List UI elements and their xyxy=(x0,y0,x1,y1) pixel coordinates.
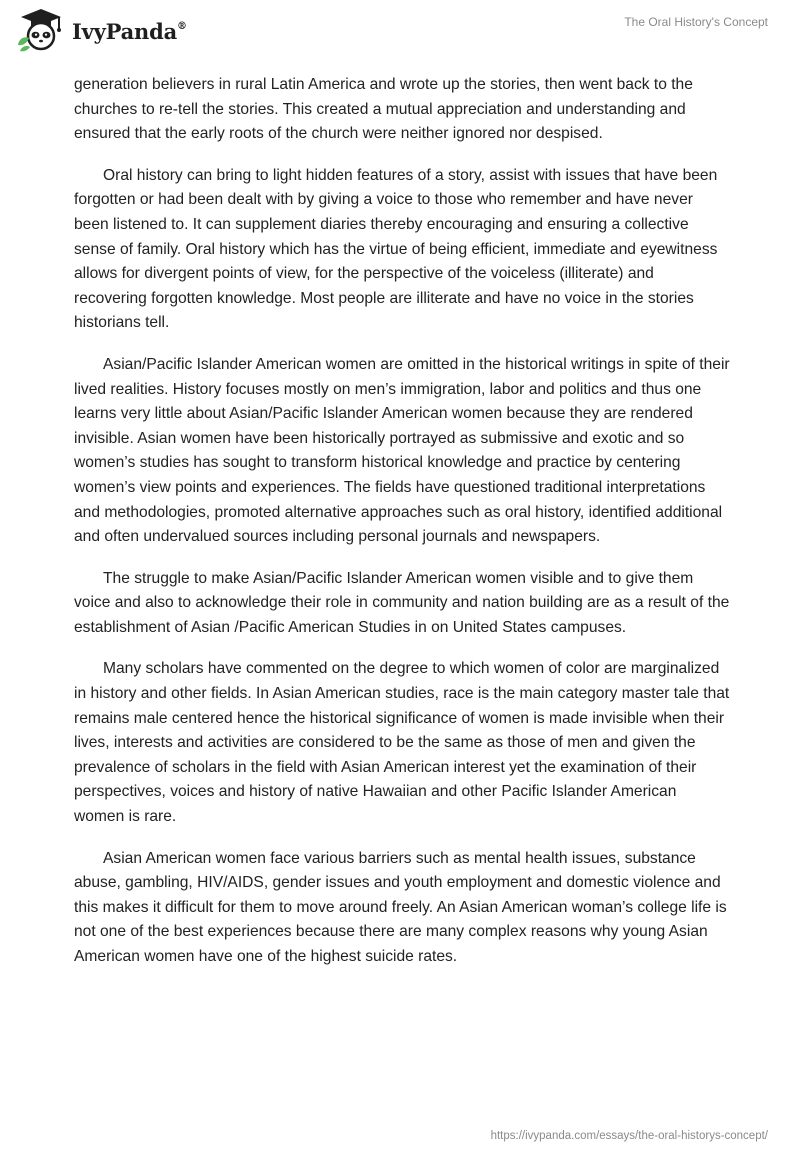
source-url[interactable]: https://ivypanda.com/essays/the-oral-historys-concept/ xyxy=(490,1130,768,1142)
ivypanda-logo[interactable] xyxy=(14,7,187,53)
paragraph: generation believers in rural Latin America and wrote up the stories, then went back to the churches to re-tell the stories. This created a mutual appreciation and understanding and ensured that the early roots of the church were neither ignored nor despised. xyxy=(74,76,693,143)
paragraph: Asian/Pacific Islander American women are omitted in the historical writings in spite of their lived realities. History focuses mostly on men’s immigration, labor and politics and thus one learns very little about Asian/Pacific Islander American women because they are rendered invisible. Asian women have been historically portrayed as submissive and exotic and so women’s studies has sought to transform historical knowledge and practice by centering women’s view points and experiences. The fields have questioned traditional interpretations and methodologies, promoted alternative approaches such as oral history, identified additional and often undervalued sources including personal journals and newspapers. xyxy=(74,355,730,546)
paragraph: Asian American women face various barriers such as mental health issues, substance abuse, gambling, HIV/AIDS, gender issues and youth employment and domestic violence and this makes it difficult for them to move around freely. An Asian American woman’s college life is not one of the best experiences because there are many complex reasons why young Asian American women have one of the highest suicide rates. xyxy=(74,849,727,965)
essay-body xyxy=(74,73,730,987)
paragraph: Many scholars have commented on the degree to which women of color are marginalized in history and other fields. In Asian American studies, race is the main category master tale that remains male centered hence the historical significance of women is made invisible when their lives, interests and activities are considered to be the same as those of men and given the prevalence of scholars in the field with Asian American interest yet the examination of their perspectives, voices and history of native Hawaiian and other Pacific Islander American women is rare. xyxy=(74,660,730,826)
paragraph: Oral history can bring to light hidden features of a story, assist with issues that have been forgotten or had been dealt with by giving a voice to those who remember and have never been listened to. It can supplement diaries thereby encouraging and ensuring a collective sense of family. Oral history which has the virtue of being efficient, immediate and eyewitness allows for divergent points of view, for the perspective of the voiceless (illiterate) and recovering forgotten knowledge. Most people are illiterate and have no voice in the stories historians tell. xyxy=(74,166,718,332)
panda-graduate-icon xyxy=(14,7,66,53)
page-header xyxy=(0,0,800,66)
document-title: The Oral History's Concept xyxy=(624,15,768,29)
brand-name: IvyPanda® xyxy=(72,18,187,44)
paragraph: The struggle to make Asian/Pacific Islander American women visible and to give them voice and also to acknowledge their role in community and nation building are as a result of the establishment of Asian /Pacific American Studies in on United States campuses. xyxy=(74,569,730,636)
